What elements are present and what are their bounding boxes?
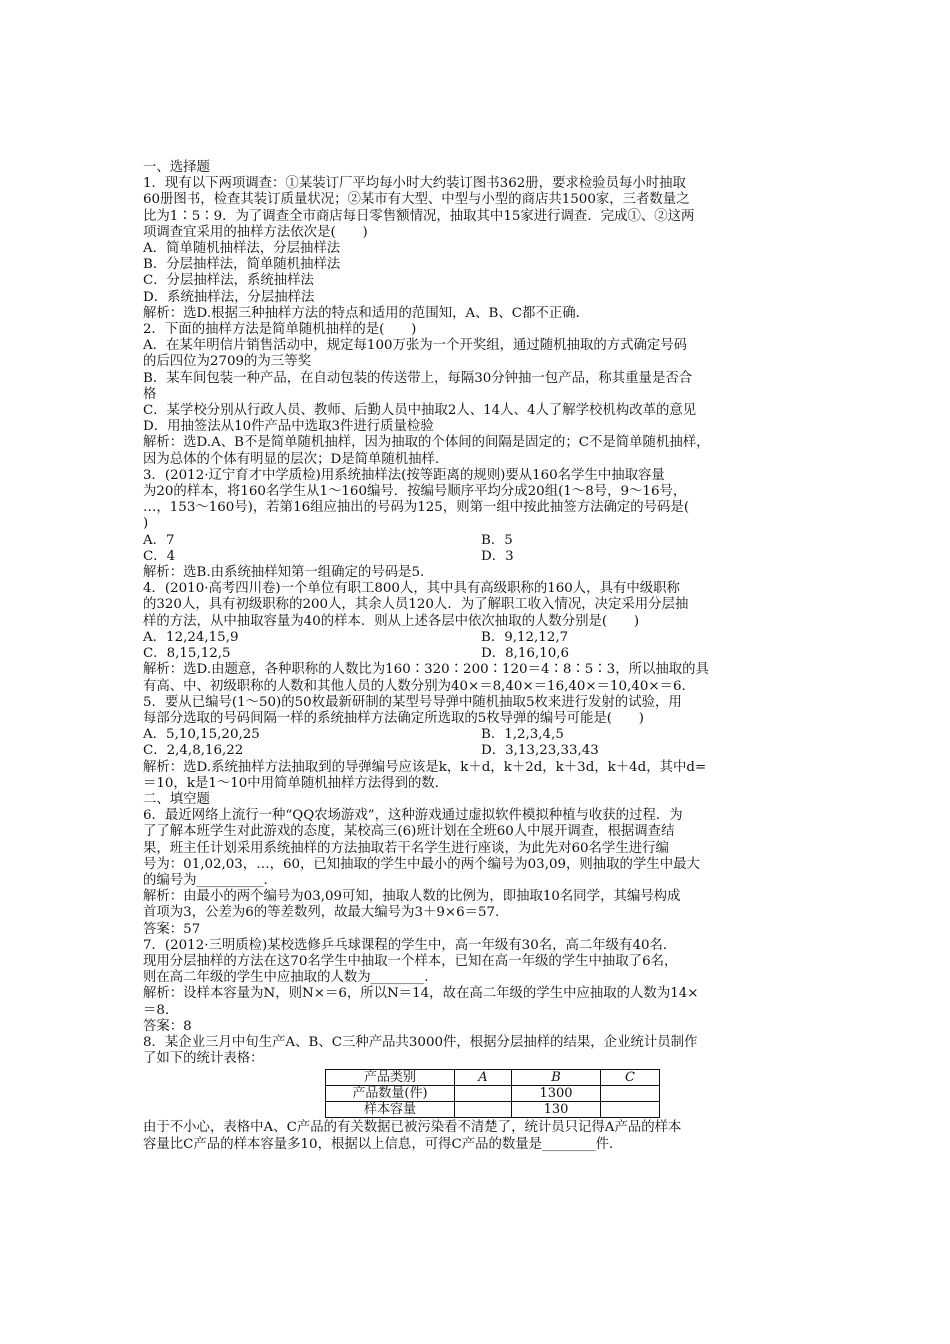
- text-line: 解析：选D.根据三种抽样方法的特点和适用的范围知，A、B、C都不正确．: [143, 305, 589, 321]
- option-row: [143, 646, 818, 662]
- table-row: [326, 1102, 660, 1118]
- text-line: D．用抽签法从10件产品中选取3件进行质量检验: [143, 419, 434, 435]
- text-line: C．分层抽样法，系统抽样法: [143, 273, 314, 289]
- question-line: 5．要从已编号(1～50)的50枚最新研制的某型号导弹中随机抽取5枚来进行发射的试验，用: [143, 694, 682, 710]
- analysis-text: 解析：选B.由系统抽样知第一组确定的号码是5.: [143, 565, 425, 581]
- table-cell: [455, 1086, 512, 1102]
- option-text: D．3: [481, 548, 514, 564]
- text-line: 了了解本班学生对此游戏的态度，某校高三(6)班计划在全班60人中展开调查，根据调查结: [143, 824, 675, 840]
- option-text: A．7: [143, 532, 175, 548]
- table-cell: 产品数量(件): [326, 1086, 455, 1102]
- text-line: 一、选择题: [143, 160, 210, 175]
- option-text: A．5,10,15,20,25: [143, 727, 260, 743]
- text-line: 现用分层抽样的方法在这70名学生中抽取一个样本，已知在高一年级的学生中抽取了6名，: [143, 953, 678, 969]
- option-row: [143, 549, 818, 565]
- text-line: 项调查宜采用的抽样方法依次是( ): [143, 224, 368, 240]
- question-line: 由于不小心，表格中A、C产品的有关数据已被污染看不清楚了，统计员只记得A产品的样本: [143, 1120, 682, 1136]
- text-line: A．在某年明信片销售活动中，规定每100万张为一个开奖组，通过随机抽取的方式确定号码: [143, 338, 688, 354]
- table-header-cell: C: [601, 1070, 660, 1086]
- text-line: 为20的样本，将160名学生从1～160编号．按编号顺序平均分成20组(1～8号，9～16号，: [143, 484, 687, 500]
- text-line: 因为总体的个体有明显的层次；D是简单随机抽样．: [143, 451, 449, 467]
- option-text: D．8,16,10,6: [481, 646, 570, 662]
- question-line: 样的方法，从中抽取容量为40的样本．则从上述各层中依次抽取的人数分别是( ): [143, 613, 640, 629]
- option-row: [143, 743, 818, 759]
- analysis-text: 解析：选D.由题意，各种职称的人数比为160∶320∶200∶120＝4∶8∶5∶3，所以抽取的具: [143, 662, 709, 678]
- question-line: 容量比C产品的样本容量多10，根据以上信息，可得C产品的数量是________件．: [143, 1136, 623, 1152]
- analysis-text: 解析：选D.系统抽样方法抽取到的导弹编号应该是k，k＋d，k＋2d，k＋3d，k＋4d，其中d=: [143, 759, 707, 775]
- text-line: 解析：由最小的两个编号为03,09可知，抽取人数的比例为，即抽取10名同学，其编号构成: [143, 889, 681, 905]
- text-line: 解析：设样本容量为N，则N×＝6，所以N＝14，故在高二年级的学生中应抽取的人数为14×: [143, 986, 699, 1002]
- table-header-cell: A: [455, 1070, 512, 1086]
- text-line: 首项为3，公差为6的等差数列，故最大编号为3＋9×6＝57.: [143, 905, 500, 921]
- text-line: 1．现有以下两项调查：①某装订厂平均每小时大约装订图书362册，要求检验员每小时抽取: [143, 176, 686, 192]
- text-line: ): [143, 516, 149, 532]
- text-line: 的编号为__________.: [143, 872, 268, 888]
- statistics-table: [325, 1069, 660, 1118]
- table-header-row: [326, 1070, 660, 1086]
- table-header-cell: B: [512, 1070, 601, 1086]
- text-line: D．系统抽样法，分层抽样法: [143, 289, 315, 305]
- text-line: B．分层抽样法，简单随机抽样法: [143, 257, 341, 273]
- text-line: C．某学校分别从行政人员、教师、后勤人员中抽取2人、14人、4人了解学校机构改革的意见: [143, 403, 697, 419]
- analysis-text: ＝10，k是1～10中用简单随机抽样方法得到的数．: [143, 775, 449, 791]
- text-line: 号为：01,02,03，…，60，已知抽取的学生中最小的两个编号为03,09，则抽取的学生中最大: [143, 856, 700, 872]
- questions-6-8: [143, 808, 818, 1067]
- text-line: 比为1∶5∶9．为了调查全市商店每日零售额情况，抽取其中15家进行调查．完成①、②这两: [143, 208, 695, 224]
- text-line: A．简单随机抽样法，分层抽样法: [143, 241, 341, 257]
- document-page: [143, 160, 818, 1153]
- text-line: 了如下的统计表格：: [143, 1051, 264, 1067]
- text-line: 果，班主任计划采用系统抽样的方法抽取若干名学生进行座谈，为此先对60名学生进行编: [143, 840, 669, 856]
- text-line: …，153～160号)，若第16组应抽出的号码为125，则第一组中按此抽签方法确定的号码是(: [143, 500, 690, 516]
- text-line: 则在高二年级的学生中应抽取的人数为________.: [143, 970, 429, 986]
- table-row: [326, 1086, 660, 1102]
- question-line: 的320人，具有初级职称的200人，其余人员120人．为了解职工收入情况，决定采用分层抽: [143, 597, 689, 613]
- option-text: A．12,24,15,9: [143, 629, 239, 645]
- text-line: 60册图书，检查其装订质量状况；②某市有大型、中型与小型的商店共1500家，三者数量之: [143, 192, 690, 208]
- option-text: B．1,2,3,4,5: [481, 727, 564, 743]
- table-cell: 1300: [512, 1086, 601, 1102]
- analysis-text: 有高、中、初级职称的人数和其他人员的人数分别为40×＝8,40×＝16,40×＝10,40×＝6.: [143, 678, 686, 694]
- option-text: C．8,15,12,5: [143, 646, 231, 662]
- text-line: B．某车间包装一种产品，在自动包装的传送带上，每隔30分钟抽一包产品，称其重量是否合: [143, 370, 693, 386]
- text-line: 6．最近网络上流行一种“QQ农场游戏”，这种游戏通过虚拟软件模拟种植与收获的过程．为: [143, 808, 683, 824]
- text-line: 2．下面的抽样方法是简单随机抽样的是( ): [143, 322, 417, 338]
- option-text: B．9,12,12,7: [481, 629, 569, 645]
- option-text: C．4: [143, 548, 176, 564]
- text-line: ＝8.: [143, 1002, 170, 1018]
- questions-1-3: [143, 160, 818, 533]
- table-cell: [455, 1102, 512, 1118]
- table-cell: [601, 1086, 660, 1102]
- option-row: [143, 630, 818, 646]
- text-line: 格: [143, 386, 157, 402]
- option-row: [143, 727, 818, 743]
- option-text: B．5: [481, 532, 513, 548]
- text-line: 8．某企业三月中旬生产A、B、C三种产品共3000件，根据分层抽样的结果，企业统计员制作: [143, 1034, 698, 1050]
- text-line: 的后四位为2709的为三等奖: [143, 354, 311, 370]
- text-line: 答案：8: [143, 1018, 192, 1034]
- option-text: D．3,13,23,33,43: [481, 743, 599, 759]
- text-line: 7．(2012·三明质检)某校选修乒乓球课程的学生中，高一年级有30名，高二年级有40名．: [143, 937, 677, 953]
- question-line: 4．(2010·高考四川卷)一个单位有职工800人，其中具有高级职称的160人，具有中级职称: [143, 581, 680, 597]
- text-line: 解析：选D.A、B不是简单随机抽样，因为抽取的个体间的间隔是固定的；C不是简单随机抽样，: [143, 435, 710, 451]
- section-heading: 二、填空题: [143, 791, 210, 807]
- option-text: C．2,4,8,16,22: [143, 743, 244, 759]
- table-cell: 130: [512, 1102, 601, 1118]
- table-cell: 样本容量: [326, 1102, 455, 1118]
- text-line: 答案：57: [143, 921, 201, 937]
- question-line: 每部分选取的号码间隔一样的系统抽样方法确定所选取的5枚导弹的编号可能是( ): [143, 710, 645, 726]
- table-cell: [601, 1102, 660, 1118]
- option-row: [143, 533, 818, 549]
- table-header-cell: 产品类别: [326, 1070, 455, 1086]
- text-line: 3．(2012·辽宁育才中学质检)用系统抽样法(按等距离的规则)要从160名学生中抽取容量: [143, 467, 665, 483]
